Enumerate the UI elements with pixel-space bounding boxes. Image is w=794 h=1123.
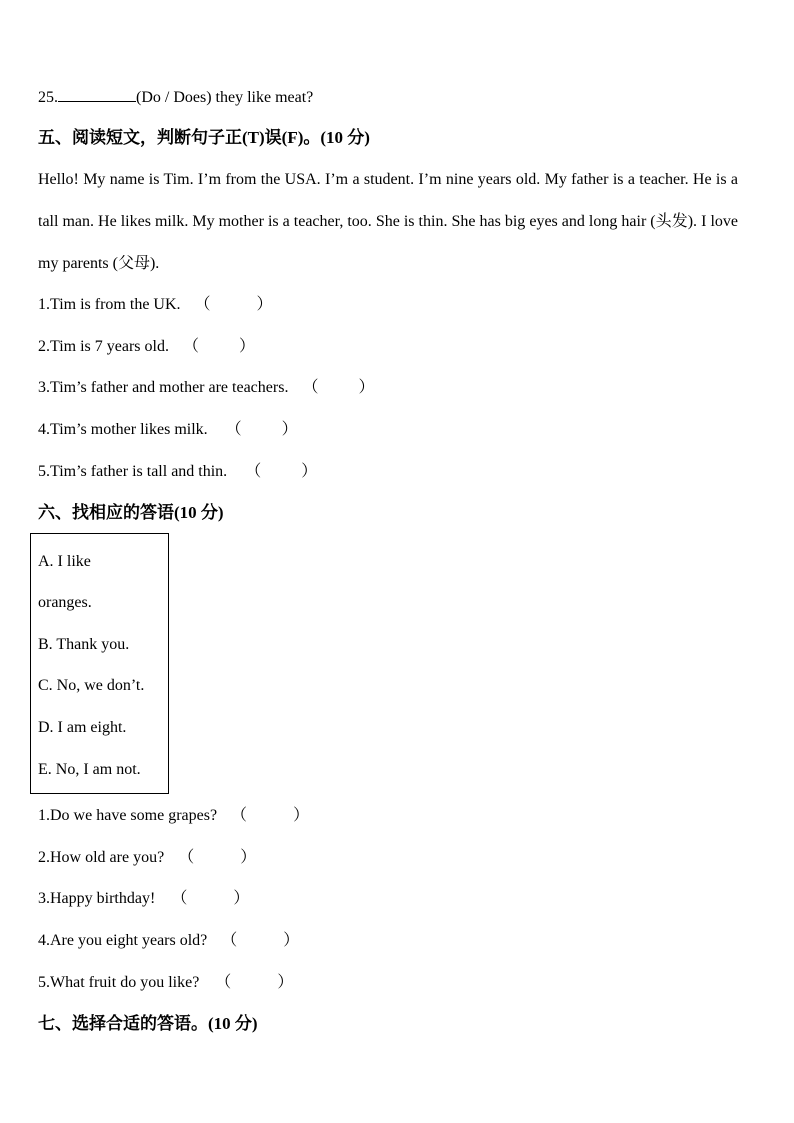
answer-paren-open: （	[225, 421, 242, 438]
match-item	[38, 848, 256, 868]
section-6-title: 六、找相应的答语(10 分)	[38, 503, 224, 522]
answer-paren-open: （	[182, 338, 199, 355]
match-item	[38, 806, 309, 826]
answer-paren-close: ）	[358, 379, 375, 396]
match-item	[38, 973, 293, 993]
option-a-line-2: oranges.	[38, 594, 92, 611]
reading-passage: Hello! My name is Tim. I’m from the USA. I’m a student. I’m nine years old. My father is a teacher. He is a tall man. He likes milk. My mother is a teacher, too. She is thin. She has big eyes and long hair (头发). I love my parents (父母).	[38, 171, 738, 272]
answer-paren-close: ）	[240, 849, 257, 866]
item-text: 1.Do we have some grapes?	[38, 807, 218, 824]
answer-paren-close: ）	[277, 974, 294, 991]
answer-paren-open: （	[221, 932, 238, 949]
question-25	[38, 87, 313, 108]
match-item	[38, 931, 299, 951]
item-text: 2.How old are you?	[38, 849, 165, 866]
option-c: C. No, we don’t.	[38, 677, 145, 694]
tf-item	[38, 462, 317, 482]
answer-paren-open: （	[194, 296, 211, 313]
answer-paren-close: ）	[283, 932, 300, 949]
answer-paren-close: ）	[256, 296, 273, 313]
item-text: 5.What fruit do you like?	[38, 974, 200, 991]
item-text: 2.Tim is 7 years old.	[38, 338, 169, 355]
item-text: 3.Tim’s father and mother are teachers.	[38, 379, 289, 396]
item-text: 4.Tim’s mother likes milk.	[38, 421, 208, 438]
answer-paren-close: ）	[293, 807, 310, 824]
question-text: (Do / Does) they like meat?	[136, 89, 314, 106]
item-text: 5.Tim’s father is tall and thin.	[38, 463, 228, 480]
answer-paren-open: （	[215, 974, 232, 991]
option-a-line-1: A. I like	[38, 553, 91, 570]
item-text: 3.Happy birthday!	[38, 890, 156, 907]
option-e: E. No, I am not.	[38, 761, 141, 778]
tf-item	[38, 337, 255, 357]
option-b: B. Thank you.	[38, 636, 130, 653]
match-item	[38, 889, 249, 909]
answer-paren-close: ）	[239, 338, 256, 355]
tf-item	[38, 378, 374, 398]
item-text: 1.Tim is from the UK.	[38, 296, 181, 313]
answer-paren-open: （	[171, 890, 188, 907]
answer-blank[interactable]	[58, 87, 136, 102]
option-d: D. I am eight.	[38, 719, 127, 736]
question-number: 25.	[38, 89, 58, 106]
answer-paren-close: ）	[301, 463, 318, 480]
answer-paren-open: （	[231, 807, 248, 824]
answer-paren-open: （	[302, 379, 319, 396]
item-text: 4.Are you eight years old?	[38, 932, 208, 949]
answer-paren-open: （	[178, 849, 195, 866]
answer-paren-close: ）	[281, 421, 298, 438]
section-5-title: 五、阅读短文，判断句子正(T)误(F)。(10 分)	[38, 128, 370, 147]
answer-options-box	[30, 533, 169, 794]
tf-item	[38, 420, 298, 440]
section-7-title: 七、选择合适的答语。(10 分)	[38, 1014, 258, 1033]
tf-item	[38, 295, 273, 315]
answer-paren-open: （	[245, 463, 262, 480]
answer-paren-close: ）	[233, 890, 250, 907]
